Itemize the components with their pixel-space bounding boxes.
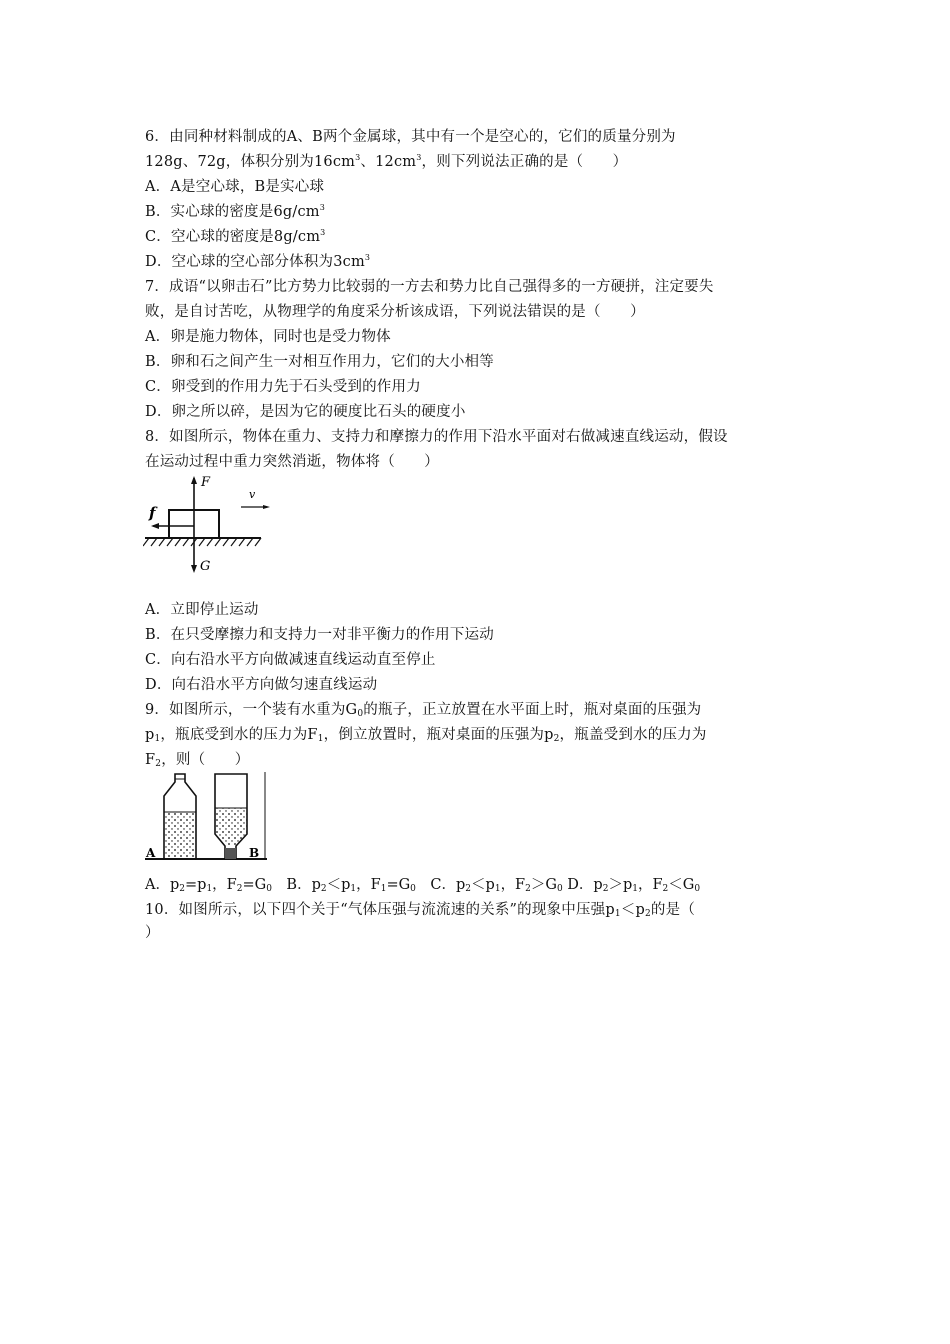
option-text: D．空心球的空心部分体积为3cm [145, 254, 365, 270]
q9-options: A．$p_2=p_1$，$F_2=G_0$ B．$p_2<p_1$，$F_1=G_0$ C．$p_2<p_1$，$F_2>G_0$ D．$p_2>p_1$，$F_2<G_0$ [145, 877, 701, 894]
option-text: B．卵和石之间产生一对相互作用力，它们的大小相等 [145, 354, 494, 370]
q8-option-b [145, 625, 494, 645]
q8-stem-line1 [145, 427, 728, 447]
q7-option-d [145, 402, 466, 422]
q9-stem-line3: $F_2$，则（ ） [145, 752, 250, 769]
q6-text: ，则下列说法正确的是（ ） [421, 154, 628, 170]
gravity-label: G [200, 559, 211, 574]
superscript: 3 [416, 153, 422, 162]
velocity-label: v [249, 488, 256, 501]
q6-text: 128g、72g，体积分别为16cm [145, 154, 356, 170]
q7-text: 败，是自讨苦吃，从物理学的角度采分析该成语，下列说法错误的是（ ） [145, 304, 645, 320]
q8-text: 8．如图所示，物体在重力、支持力和摩擦力的作用下沿水平面对右做减速直线运动，假设 [145, 429, 728, 445]
bottle-b [215, 774, 247, 859]
option-text: C．空心球的密度是8g/cm [145, 229, 321, 245]
option-text: A．立即停止运动 [145, 602, 259, 618]
force-label-f-upper: F [201, 475, 211, 490]
q8-option-a [145, 600, 259, 620]
bottle-a [164, 774, 196, 859]
superscript: 3 [364, 253, 371, 262]
q7-option-c [145, 377, 421, 397]
q6-option-c [145, 227, 325, 247]
q6-text: 6．由同种材料制成的A、B两个金属球，其中有一个是空心的，它们的质量分别为 [145, 129, 676, 145]
q7-option-b [145, 352, 494, 372]
q6-stem-line1 [145, 127, 676, 147]
force-diagram [143, 474, 278, 576]
bottle-label-a: A [146, 846, 156, 860]
option-text: C．卵受到的作用力先于石头受到的作用力 [145, 379, 421, 395]
q9-stem-line2: $p_1$，瓶底受到水的压力为$F_1$，倒立放置时，瓶对桌面的压强为$p_2$，瓶盖受到水的压力为 [145, 727, 707, 744]
superscript: 3 [320, 228, 326, 237]
option-text: B．实心球的密度是6g/cm [145, 204, 320, 220]
q7-stem-line2 [145, 302, 645, 322]
q6-stem-line2 [145, 152, 627, 172]
q10-stem-line1: 10．如图所示，以下四个关于“气体压强与流流速的关系”的现象中压强$p_1<p_2$的是（ [145, 902, 696, 919]
friction-label: f [149, 504, 156, 522]
option-text: A．A是空心球，B是实心球 [145, 179, 325, 195]
bottle-diagram [143, 770, 269, 864]
q10-stem-line2: ） [145, 925, 160, 941]
q6-option-d [145, 252, 370, 272]
option-text: D．卵之所以碎，是因为它的硬度比石头的硬度小 [145, 404, 466, 420]
superscript: 3 [319, 203, 326, 212]
q7-stem-line1 [145, 277, 714, 297]
bottle-label-b: B [249, 846, 260, 860]
option-text: D．向右沿水平方向做匀速直线运动 [145, 677, 378, 693]
option-text: B．在只受摩擦力和支持力一对非平衡力的作用下运动 [145, 627, 494, 643]
q8-option-d [145, 675, 377, 695]
q8-stem-line2 [145, 452, 439, 472]
q8-text: 在运动过程中重力突然消逝，物体将（ ） [145, 454, 439, 470]
q6-option-b [145, 202, 325, 222]
option-text: C．向右沿水平方向做减速直线运动直至停止 [145, 652, 436, 668]
option-text: A．卵是施力物体，同时也是受力物体 [145, 329, 391, 345]
q7-option-a [145, 327, 391, 347]
q6-option-a [145, 177, 324, 197]
q9-stem-line1: 9．如图所示，一个装有水重为$G_0$的瓶子，正立放置在水平面上时，瓶对桌面的压强为 [145, 702, 702, 719]
superscript: 3 [355, 153, 361, 162]
q8-option-c [145, 650, 436, 670]
q6-text: 、12cm [360, 154, 417, 170]
q7-text: 7．成语“以卵击石”比方势力比较弱的一方去和势力比自己强得多的一方硬拼，注定要失 [145, 279, 714, 295]
